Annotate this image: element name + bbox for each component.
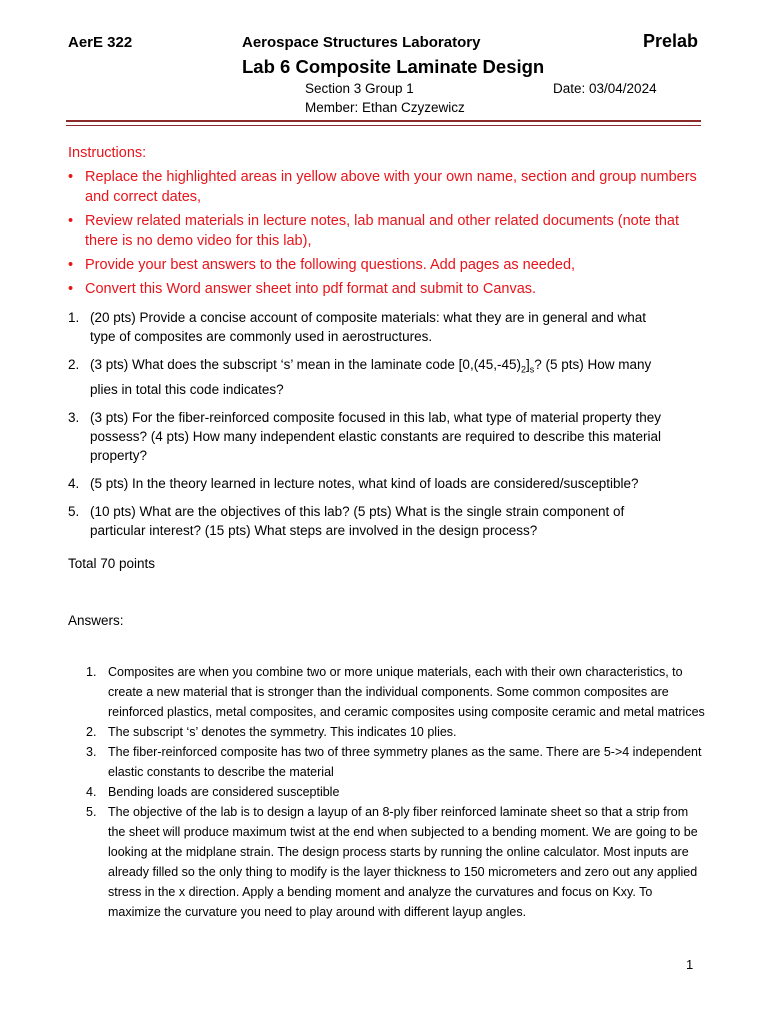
bullet-icon: • [68,257,74,273]
instructions-list [68,167,708,299]
page-title: Lab 6 Composite Laminate Design [242,56,545,77]
question-text: ? (5 pts) How many plies in total this code indicates? [90,357,652,397]
question-number: 4. [68,475,80,491]
answer-5 [86,802,708,922]
instructions-heading: Instructions: [68,145,147,161]
question-text: ] [525,357,530,372]
question-text: (20 pts) Provide a concise account of composite materials: what they are in general and what type of composites are commonly used in aerostructures. [90,310,647,344]
instruction-text: Review related materials in lecture notes, lab manual and other related documents (note that there is no demo video for this lab), [85,213,680,249]
header-rule-thin [66,125,701,126]
total-points: Total 70 points [68,556,156,571]
course-code: AerE 322 [68,34,133,51]
bullet-icon: • [68,213,74,229]
answer-3 [86,742,708,782]
question-text: (3 pts) For the fiber-reinforced composite focused in this lab, what type of material property they possess? (4 pts) How many independent elastic constants are required to describe this material property? [90,409,662,463]
instruction-item [68,279,708,299]
bullet-icon: • [68,281,74,297]
answer-text: Bending loads are considered susceptible [108,785,340,799]
question-3 [68,408,672,465]
subscript: s [529,364,535,375]
doc-type: Prelab [643,31,699,51]
question-number: 1. [68,310,80,325]
instruction-item [68,255,708,275]
question-4 [68,474,672,493]
answer-text: The fiber-reinforced composite has two of three symmetry planes as the same. There are 5->4 independent elastic constants to describe the material [108,745,702,779]
subscript: 2 [520,364,526,375]
answer-number: 5. [86,805,97,819]
answer-2 [86,722,708,742]
question-1 [68,308,672,346]
answer-text: The subscript ‘s’ denotes the symmetry. This indicates 10 plies. [108,725,457,739]
question-text: (3 pts) What does the subscript ‘s’ mean in the laminate code [0,(45,-45) [90,357,521,372]
member: Member: Ethan Czyzewicz [305,100,465,115]
question-text: (5 pts) In the theory learned in lecture notes, what kind of loads are considered/susceptible? [90,475,639,491]
date: Date: 03/04/2024 [553,81,657,96]
instruction-item [68,167,708,207]
answer-number: 4. [86,785,97,799]
instructions [68,143,708,299]
answer-number: 2. [86,725,97,739]
question-2 [68,355,672,399]
instruction-text: Convert this Word answer sheet into pdf format and submit to Canvas. [85,281,537,297]
answers-heading: Answers: [68,613,124,628]
header-rule [66,120,701,122]
answer-number: 1. [86,665,97,679]
question-number: 2. [68,357,80,372]
answer-number: 3. [86,745,97,759]
page-number: 1 [686,957,694,972]
answers-list [86,662,708,922]
question-number: 3. [68,409,80,425]
answer-4 [86,782,708,802]
lab-name: Aerospace Structures Laboratory [242,34,481,51]
answer-text: Composites are when you combine two or more unique materials, each with their own characteristics, to create a new material that is stronger than the individual components. Some common composites are reinforced plastics, metal composites, and ceramic composites using composite ceramic and metal matrices [108,665,705,719]
answer-1 [86,662,708,722]
instruction-text: Provide your best answers to the following questions. Add pages as needed, [85,257,576,273]
question-text: (10 pts) What are the objectives of this lab? (5 pts) What is the single strain component of particular interest? (15 pts) What steps are involved in the design process? [90,503,625,538]
questions [68,308,672,549]
instruction-item [68,211,708,251]
question-5 [68,502,672,540]
bullet-icon: • [68,169,74,185]
question-number: 5. [68,503,80,519]
instruction-text: Replace the highlighted areas in yellow above with your own name, section and group numbers and correct dates, [85,169,697,205]
section-group: Section 3 Group 1 [305,81,414,96]
answer-text: The objective of the lab is to design a layup of an 8-ply fiber reinforced laminate sheet so that a strip from the sheet will produce maximum twist at the end when subjected to a bending moment. We are going to be looking at the midplane strain. The design process starts by running the online calculator. Most inputs are already filled so the only thing to modify is the layer thickness to 150 micrometers and zero out any applied stress in the x direction. Apply a bending moment and analyze the curvatures and focus on Kxy. To maximize the curvature you need to play around with different layup angles. [108,805,698,919]
